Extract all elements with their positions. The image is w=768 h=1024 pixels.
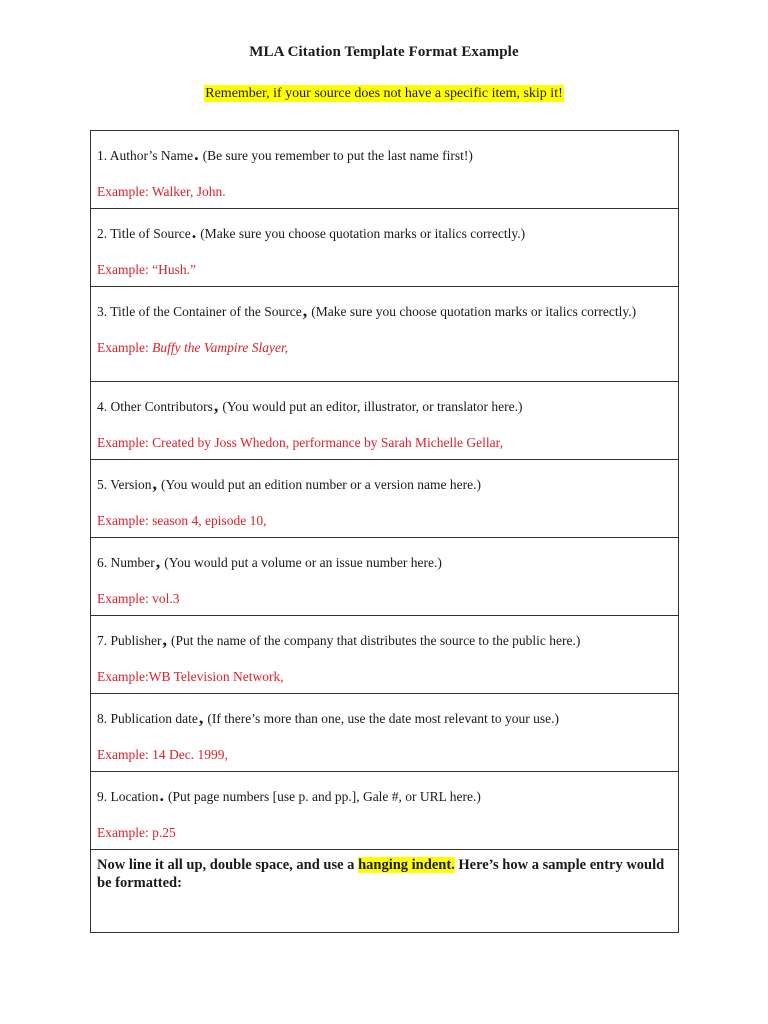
citation-instruction: (You would put an editor, illustrator, or translator here.) (222, 399, 523, 414)
citation-punctuation: , (155, 551, 161, 571)
citation-example-text: Example: “Hush.” (97, 262, 196, 277)
citation-example (97, 745, 672, 764)
citation-element-label: 9. Location (97, 789, 159, 804)
citation-example (97, 433, 672, 452)
citation-punctuation: . (194, 144, 199, 164)
citation-element-line (97, 553, 672, 572)
citation-element-label: 2. Title of Source (97, 226, 191, 241)
citation-punctuation: . (191, 222, 197, 242)
citation-element-line (97, 146, 672, 165)
citation-row-3 (91, 287, 679, 382)
citation-element-line (97, 787, 672, 806)
citation-instruction: (Put page numbers [use p. and pp.], Gale #, or URL here.) (167, 789, 481, 804)
citation-cell (91, 209, 679, 287)
citation-punctuation: , (152, 473, 158, 493)
citation-example (97, 260, 672, 279)
citation-cell (91, 382, 679, 460)
citation-example-text: Example: vol.3 (97, 591, 180, 606)
citation-cell (91, 772, 679, 850)
citation-template-table (90, 130, 679, 933)
citation-row-5 (91, 460, 679, 538)
notice-container (0, 84, 768, 102)
final-instruction-cell (91, 850, 679, 933)
citation-cell (91, 287, 679, 382)
citation-instruction: (Make sure you choose quotation marks or italics correctly.) (200, 226, 526, 241)
citation-instruction: (You would put an edition number or a version name here.) (161, 477, 481, 492)
citation-element-label: 7. Publisher (97, 633, 162, 648)
citation-cell (91, 694, 679, 772)
final-instruction-text (97, 856, 672, 892)
citation-element-label: 5. Version (97, 477, 152, 492)
citation-example (97, 182, 672, 201)
citation-element-line (97, 709, 672, 728)
citation-row-4 (91, 382, 679, 460)
citation-cell (91, 616, 679, 694)
final-text-before: Now line it all up, double space, and use a (97, 857, 359, 873)
citation-instruction: (Make sure you choose quotation marks or italics correctly.) (311, 304, 637, 319)
citation-instruction: (Be sure you remember to put the last name first!) (202, 148, 473, 163)
citation-example-text: Example: Created by Joss Whedon, performance by Sarah Michelle Gellar, (97, 435, 503, 450)
citation-element-line (97, 397, 672, 416)
citation-example (97, 338, 672, 357)
citation-example (97, 667, 672, 686)
citation-element-label: 4. Other Contributors (97, 399, 213, 414)
citation-punctuation: . (159, 785, 164, 805)
citation-example-italic: Buffy the Vampire Slayer, (152, 340, 289, 355)
citation-element-line (97, 631, 672, 650)
citation-example (97, 511, 672, 530)
citation-punctuation: , (302, 300, 308, 320)
citation-punctuation: , (162, 629, 168, 649)
citation-element-label: 8. Publication date (97, 711, 198, 726)
citation-instruction: (If there’s more than one, use the date most relevant to your use.) (207, 711, 559, 726)
citation-row-8 (91, 694, 679, 772)
citation-cell (91, 131, 679, 209)
citation-row-9 (91, 772, 679, 850)
final-instruction-row (91, 850, 679, 933)
citation-row-2 (91, 209, 679, 287)
final-text-after: Here’s how a sample entry would be formatted: (97, 857, 665, 891)
citation-punctuation: , (198, 707, 204, 727)
citation-example-text: Example: 14 Dec. 1999, (97, 747, 228, 762)
page-title: MLA Citation Template Format Example (249, 44, 519, 60)
citation-row-7 (91, 616, 679, 694)
citation-cell (91, 460, 679, 538)
skip-item-notice: Remember, if your source does not have a specific item, skip it! (205, 86, 563, 101)
citation-instruction: (Put the name of the company that distributes the source to the public here.) (171, 633, 581, 648)
citation-element-line (97, 302, 672, 321)
citation-example-text: Example: season 4, episode 10, (97, 513, 267, 528)
citation-example-text: Example: p.25 (97, 825, 176, 840)
citation-element-label: 1. Author’s Name (97, 148, 194, 163)
citation-element-label: 3. Title of the Container of the Source (97, 304, 302, 319)
citation-instruction: (You would put a volume or an issue number here.) (164, 555, 442, 570)
citation-example (97, 589, 672, 608)
citation-element-line (97, 475, 672, 494)
citation-row-1 (91, 131, 679, 209)
citation-example-text: Example: (97, 340, 153, 355)
citation-example-text: Example: Walker, John. (97, 184, 226, 199)
citation-cell (91, 538, 679, 616)
citation-element-line (97, 224, 672, 243)
citation-element-label: 6. Number (97, 555, 155, 570)
citation-row-6 (91, 538, 679, 616)
hanging-indent-highlight: hanging indent. (358, 857, 455, 873)
citation-example-text: Example:WB Television Network, (97, 669, 284, 684)
citation-punctuation: , (213, 395, 219, 415)
citation-example (97, 823, 672, 842)
